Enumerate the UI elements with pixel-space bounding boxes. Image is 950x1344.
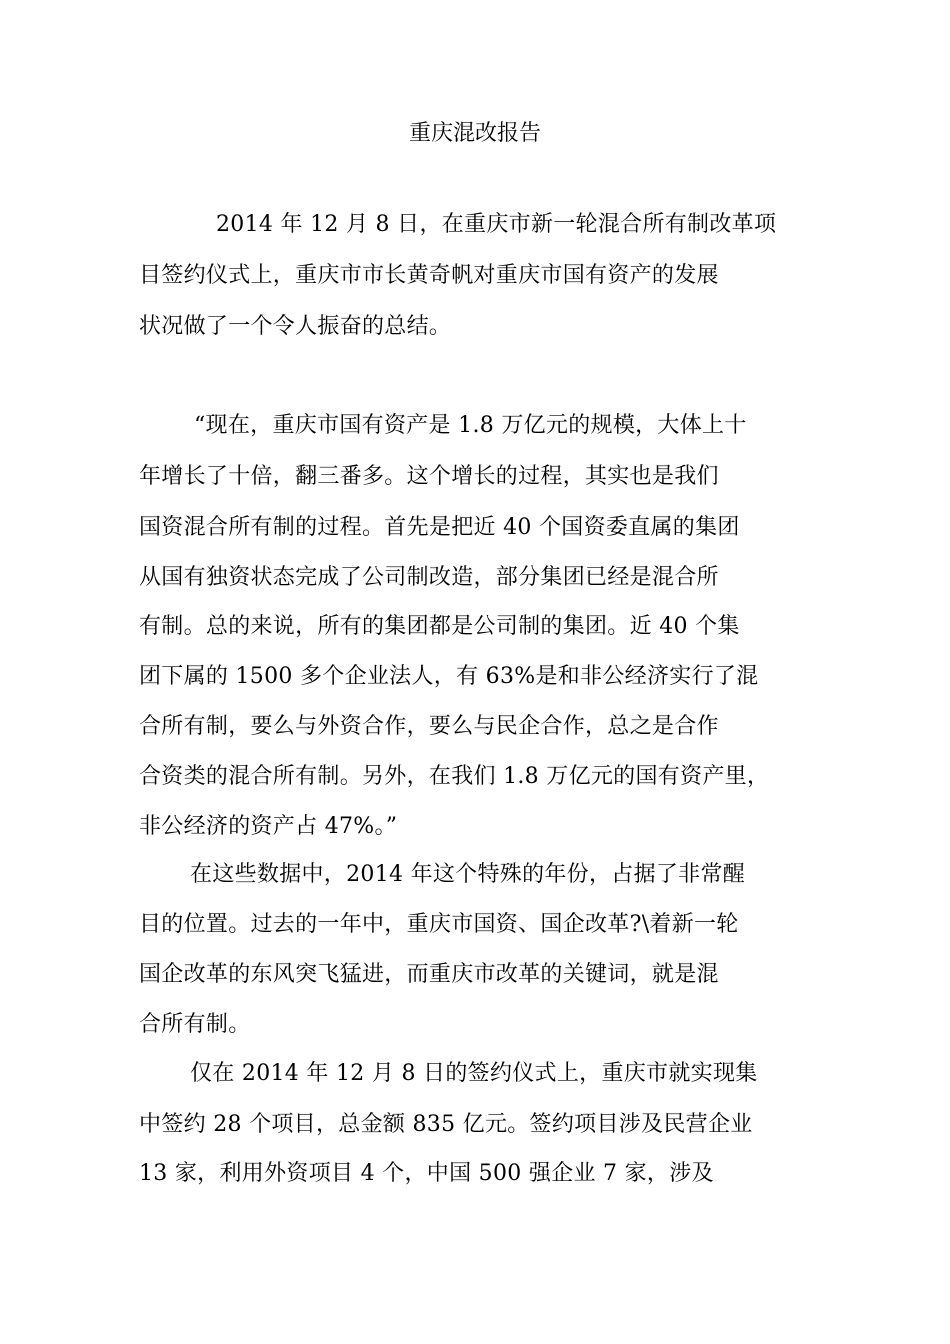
- paragraph-2-line-4: 从国有独资状态完成了公司制改造，部分集团已经是混合所: [139, 565, 719, 590]
- paragraph-2-line-8: 合资类的混合所有制。另外，在我们 1.8 万亿元的国有资产里，: [139, 764, 770, 789]
- paragraph-1-line-3: 状况做了一个令人振奋的总结。: [139, 314, 452, 339]
- document-title: 重庆混改报告: [408, 121, 541, 146]
- paragraph-1-line-1: 2014 年 12 月 8 日，在重庆市新一轮混合所有制改革项: [216, 212, 777, 237]
- paragraph-2-line-2: 年增长了十倍，翻三番多。这个增长的过程，其实也是我们: [139, 464, 719, 489]
- paragraph-2-line-6: 团下属的 1500 多个企业法人，有 63%是和非公经济实行了混: [139, 664, 759, 689]
- paragraph-3-line-3: 国企改革的东风突飞猛进，而重庆市改革的关键词，就是混: [139, 962, 719, 987]
- paragraph-4-line-3: 13 家，利用外资项目 4 个，中国 500 强企业 7 家，涉及: [139, 1161, 714, 1186]
- paragraph-4-line-2: 中签约 28 个项目，总金额 835 亿元。签约项目涉及民营企业: [139, 1112, 753, 1137]
- paragraph-2-line-1: “现在，重庆市国有资产是 1.8 万亿元的规模，大体上十: [194, 413, 747, 438]
- paragraph-2-line-3: 国资混合所有制的过程。首先是把近 40 个国资委直属的集团: [139, 515, 740, 540]
- paragraph-3-line-2: 目的位置。过去的一年中，重庆市国资、国企改革?\着新一轮: [139, 912, 739, 937]
- paragraph-1-line-2: 目签约仪式上，重庆市市长黄奇帆对重庆市国有资产的发展: [139, 263, 719, 288]
- paragraph-3-line-4: 合所有制。: [139, 1012, 251, 1037]
- paragraph-2-line-9: 非公经济的资产占 47%。”: [139, 814, 398, 839]
- paragraph-4-line-1: 仅在 2014 年 12 月 8 日的签约仪式上，重庆市就实现集: [190, 1061, 758, 1086]
- paragraph-2-line-7: 合所有制，要么与外资合作，要么与民企合作，总之是合作: [139, 714, 719, 739]
- paragraph-2-line-5: 有制。总的来说，所有的集团都是公司制的集团。近 40 个集: [139, 614, 740, 639]
- paragraph-3-line-1: 在这些数据中，2014 年这个特殊的年份，占据了非常醒: [190, 862, 746, 887]
